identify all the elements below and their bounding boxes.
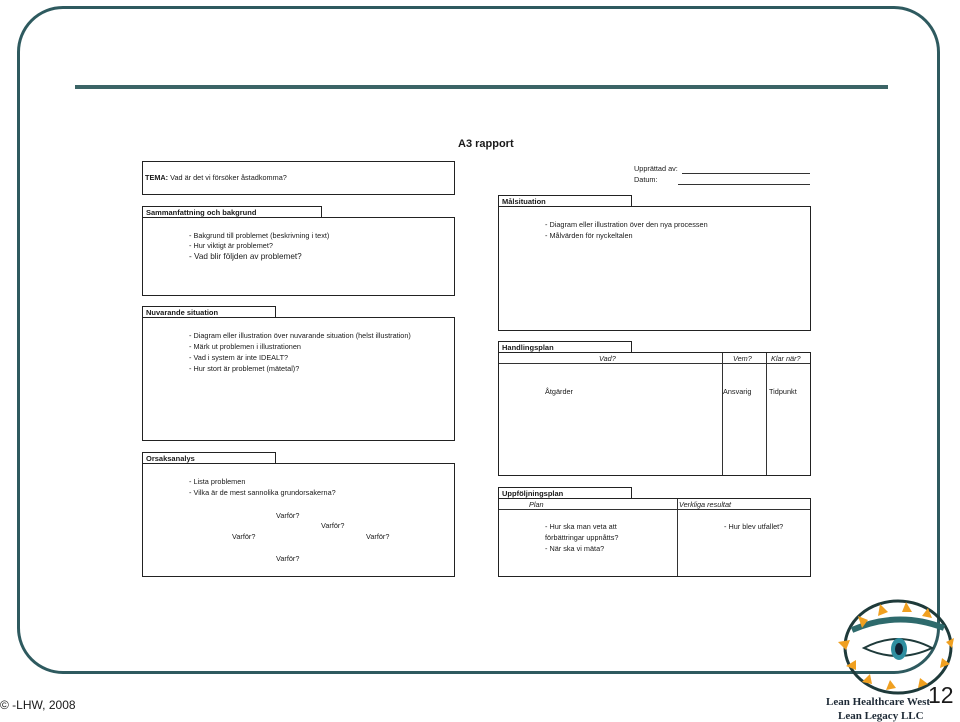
current-item: - Märk ut problemen i illustrationen [189, 342, 301, 351]
summary-label: Sammanfattning och bakgrund [142, 206, 322, 218]
why-text: Varför? [276, 511, 300, 520]
tema-question: Vad är det vi försöker åstadkomma? [170, 173, 287, 182]
followup-label: Uppföljningsplan [498, 487, 632, 499]
target-box [498, 206, 811, 331]
followup-col-divider [677, 499, 678, 576]
copyright-footer: © -LHW, 2008 [0, 698, 76, 712]
action-col-divider [766, 353, 767, 475]
prepared-by-line [682, 173, 810, 174]
followup-header-line [499, 509, 810, 510]
date-label: Datum: [634, 175, 658, 184]
why-text: Varför? [276, 554, 300, 563]
action-col-divider [722, 353, 723, 475]
action-value: Tidpunkt [769, 387, 797, 396]
tema-label: TEMA: [145, 173, 169, 182]
why-text: Varför? [321, 521, 345, 530]
date-line [678, 184, 810, 185]
report-title: A3 rapport [458, 138, 514, 150]
action-col-header: Vem? [733, 354, 752, 363]
action-box [498, 352, 811, 476]
target-label: Målsituation [498, 195, 632, 207]
current-item: - Vad i system är inte IDEALT? [189, 353, 289, 362]
followup-box [498, 498, 811, 577]
logo-text: Lean Legacy LLC [838, 710, 924, 722]
title-rule [75, 85, 888, 89]
action-value: Ansvarig [723, 387, 752, 396]
logo-text: Lean Healthcare West [826, 696, 931, 708]
why-text: Varför? [232, 532, 256, 541]
target-item: - Diagram eller illustration över den nya processen [545, 220, 708, 229]
a3-report-document [140, 130, 820, 590]
summary-item: - Vad blir följden av problemet? [189, 252, 302, 261]
current-item: - Hur stort är problemet (mätetal)? [189, 364, 300, 373]
cause-label: Orsaksanalys [142, 452, 276, 464]
summary-item: - Hur viktigt är problemet? [189, 241, 273, 250]
action-col-header: Klar när? [771, 354, 801, 363]
cause-item: - Lista problemen [189, 477, 246, 486]
summary-box [142, 217, 455, 296]
tema-box [142, 161, 455, 195]
page-number: 12 [928, 682, 954, 708]
cause-box [142, 463, 455, 577]
action-col-header: Vad? [599, 354, 616, 363]
action-label: Handlingsplan [498, 341, 632, 353]
current-box [142, 317, 455, 441]
current-item: - Diagram eller illustration över nuvarande situation (helst illustration) [189, 331, 411, 340]
followup-col-header: Verkliga resultat [679, 500, 732, 509]
followup-col-header: Plan [529, 500, 544, 509]
current-label: Nuvarande situation [142, 306, 276, 318]
target-item: - Målvärden för nyckeltalen [545, 231, 633, 240]
followup-plan-item: förbättringar uppnåtts? [545, 533, 619, 542]
followup-plan-item: - Hur ska man veta att [545, 522, 617, 531]
cause-item: - Vilka är de mest sannolika grundorsakerna? [189, 488, 336, 497]
followup-plan-item: - När ska vi mäta? [545, 544, 605, 553]
summary-item: - Bakgrund till problemet (beskrivning i text) [189, 231, 330, 240]
action-value: Åtgärder [545, 387, 573, 396]
tema-text [145, 172, 287, 183]
followup-result-item: - Hur blev utfallet? [724, 522, 784, 531]
why-text: Varför? [366, 532, 390, 541]
prepared-by-label: Upprättad av: [634, 164, 678, 173]
action-header-line [499, 363, 810, 364]
